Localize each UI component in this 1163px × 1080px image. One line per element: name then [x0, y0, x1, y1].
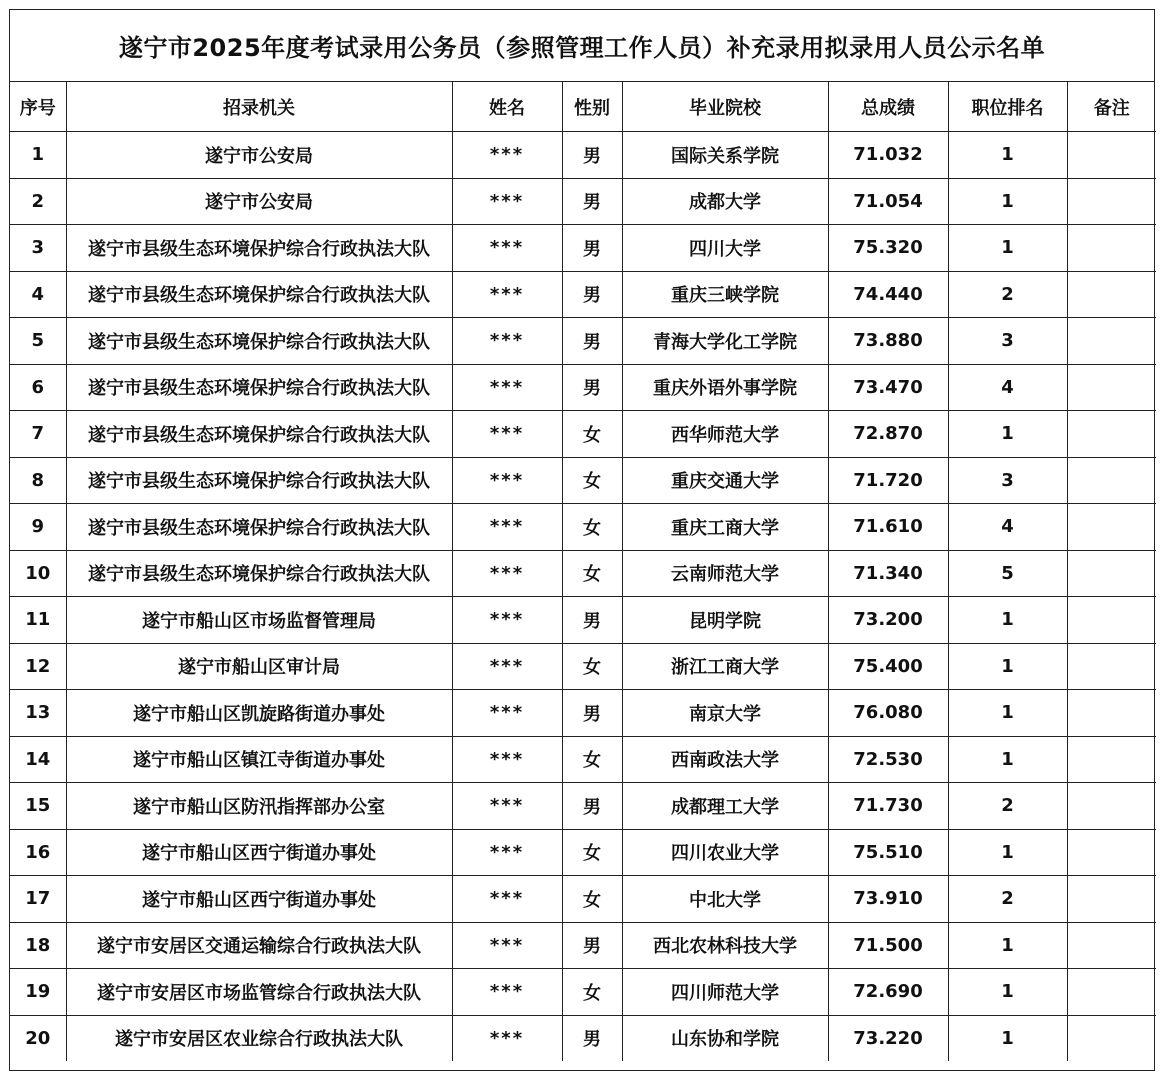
- cell-name: ***: [452, 411, 562, 458]
- cell-agency: 遂宁市县级生态环境保护综合行政执法大队: [66, 225, 452, 272]
- table-row: [10, 550, 1156, 597]
- cell-note: [1067, 318, 1156, 365]
- cell-rank: 1: [948, 597, 1067, 644]
- cell-gender: 男: [562, 690, 622, 737]
- cell-school: 重庆三峡学院: [622, 271, 828, 318]
- cell-score: 75.510: [828, 829, 948, 876]
- cell-school: 西华师范大学: [622, 411, 828, 458]
- col-header-school: 毕业院校: [622, 82, 828, 132]
- cell-note: [1067, 1015, 1156, 1061]
- cell-name: ***: [452, 829, 562, 876]
- cell-rank: 2: [948, 783, 1067, 830]
- cell-name: ***: [452, 876, 562, 923]
- cell-school: 重庆工商大学: [622, 504, 828, 551]
- cell-agency: 遂宁市安居区市场监管综合行政执法大队: [66, 969, 452, 1016]
- cell-rank: 1: [948, 132, 1067, 179]
- cell-name: ***: [452, 690, 562, 737]
- table-row: [10, 457, 1156, 504]
- cell-agency: 遂宁市县级生态环境保护综合行政执法大队: [66, 457, 452, 504]
- cell-note: [1067, 457, 1156, 504]
- cell-rank: 3: [948, 318, 1067, 365]
- cell-gender: 女: [562, 969, 622, 1016]
- table-row: [10, 364, 1156, 411]
- page-title: 遂宁市2025年度考试录用公务员（参照管理工作人员）补充录用拟录用人员公示名单: [118, 34, 1046, 62]
- cell-score: 71.340: [828, 550, 948, 597]
- cell-name: ***: [452, 922, 562, 969]
- table-row: [10, 1015, 1156, 1061]
- cell-agency: 遂宁市县级生态环境保护综合行政执法大队: [66, 411, 452, 458]
- cell-gender: 男: [562, 132, 622, 179]
- cell-rank: 4: [948, 504, 1067, 551]
- cell-index: 16: [10, 829, 66, 876]
- cell-school: 重庆交通大学: [622, 457, 828, 504]
- table-row: [10, 643, 1156, 690]
- cell-score: 71.610: [828, 504, 948, 551]
- cell-gender: 女: [562, 550, 622, 597]
- cell-gender: 男: [562, 783, 622, 830]
- cell-school: 重庆外语外事学院: [622, 364, 828, 411]
- cell-score: 71.032: [828, 132, 948, 179]
- cell-rank: 1: [948, 690, 1067, 737]
- table-row: [10, 597, 1156, 644]
- cell-gender: 女: [562, 504, 622, 551]
- cell-note: [1067, 132, 1156, 179]
- cell-school: 成都大学: [622, 178, 828, 225]
- cell-school: 成都理工大学: [622, 783, 828, 830]
- cell-gender: 女: [562, 736, 622, 783]
- col-header-gender: 性别: [562, 82, 622, 132]
- cell-agency: 遂宁市县级生态环境保护综合行政执法大队: [66, 271, 452, 318]
- cell-gender: 男: [562, 364, 622, 411]
- cell-note: [1067, 597, 1156, 644]
- cell-rank: 1: [948, 969, 1067, 1016]
- cell-index: 15: [10, 783, 66, 830]
- cell-agency: 遂宁市船山区西宁街道办事处: [66, 876, 452, 923]
- table-row: [10, 178, 1156, 225]
- cell-index: 3: [10, 225, 66, 272]
- cell-school: 中北大学: [622, 876, 828, 923]
- cell-index: 8: [10, 457, 66, 504]
- cell-note: [1067, 876, 1156, 923]
- cell-index: 2: [10, 178, 66, 225]
- cell-index: 17: [10, 876, 66, 923]
- cell-index: 6: [10, 364, 66, 411]
- cell-agency: 遂宁市船山区凯旋路街道办事处: [66, 690, 452, 737]
- cell-score: 73.200: [828, 597, 948, 644]
- cell-name: ***: [452, 504, 562, 551]
- cell-gender: 男: [562, 922, 622, 969]
- cell-index: 19: [10, 969, 66, 1016]
- cell-rank: 2: [948, 876, 1067, 923]
- cell-rank: 1: [948, 1015, 1067, 1061]
- cell-score: 72.870: [828, 411, 948, 458]
- cell-name: ***: [452, 736, 562, 783]
- cell-agency: 遂宁市船山区镇江寺街道办事处: [66, 736, 452, 783]
- cell-index: 10: [10, 550, 66, 597]
- cell-name: ***: [452, 132, 562, 179]
- cell-school: 国际关系学院: [622, 132, 828, 179]
- cell-note: [1067, 271, 1156, 318]
- cell-school: 四川师范大学: [622, 969, 828, 1016]
- cell-gender: 男: [562, 178, 622, 225]
- cell-agency: 遂宁市安居区农业综合行政执法大队: [66, 1015, 452, 1061]
- col-header-note: 备注: [1067, 82, 1156, 132]
- col-header-name: 姓名: [452, 82, 562, 132]
- cell-rank: 1: [948, 411, 1067, 458]
- cell-index: 11: [10, 597, 66, 644]
- cell-note: [1067, 225, 1156, 272]
- cell-school: 云南师范大学: [622, 550, 828, 597]
- cell-note: [1067, 364, 1156, 411]
- cell-name: ***: [452, 364, 562, 411]
- cell-rank: 1: [948, 736, 1067, 783]
- table-row: [10, 504, 1156, 551]
- cell-name: ***: [452, 225, 562, 272]
- cell-gender: 男: [562, 1015, 622, 1061]
- cell-gender: 女: [562, 876, 622, 923]
- cell-school: 四川农业大学: [622, 829, 828, 876]
- cell-name: ***: [452, 457, 562, 504]
- cell-gender: 女: [562, 411, 622, 458]
- cell-index: 7: [10, 411, 66, 458]
- cell-score: 76.080: [828, 690, 948, 737]
- table-row: [10, 411, 1156, 458]
- cell-agency: 遂宁市船山区西宁街道办事处: [66, 829, 452, 876]
- cell-name: ***: [452, 597, 562, 644]
- table-row: [10, 318, 1156, 365]
- table-row: [10, 783, 1156, 830]
- cell-agency: 遂宁市安居区交通运输综合行政执法大队: [66, 922, 452, 969]
- roster-body: [10, 132, 1156, 1062]
- cell-school: 浙江工商大学: [622, 643, 828, 690]
- cell-note: [1067, 969, 1156, 1016]
- table-row: [10, 132, 1156, 179]
- cell-note: [1067, 411, 1156, 458]
- cell-note: [1067, 829, 1156, 876]
- cell-score: 72.530: [828, 736, 948, 783]
- table-row: [10, 969, 1156, 1016]
- cell-school: 青海大学化工学院: [622, 318, 828, 365]
- cell-agency: 遂宁市船山区防汛指挥部办公室: [66, 783, 452, 830]
- cell-note: [1067, 504, 1156, 551]
- cell-rank: 5: [948, 550, 1067, 597]
- cell-agency: 遂宁市船山区审计局: [66, 643, 452, 690]
- cell-rank: 4: [948, 364, 1067, 411]
- cell-index: 13: [10, 690, 66, 737]
- cell-index: 1: [10, 132, 66, 179]
- cell-note: [1067, 690, 1156, 737]
- cell-note: [1067, 178, 1156, 225]
- col-header-index: 序号: [10, 82, 66, 132]
- cell-note: [1067, 922, 1156, 969]
- cell-score: 71.730: [828, 783, 948, 830]
- cell-name: ***: [452, 643, 562, 690]
- cell-score: 73.880: [828, 318, 948, 365]
- table-row: [10, 225, 1156, 272]
- cell-name: ***: [452, 271, 562, 318]
- col-header-rank: 职位排名: [948, 82, 1067, 132]
- table-row: [10, 736, 1156, 783]
- cell-gender: 女: [562, 457, 622, 504]
- cell-index: 20: [10, 1015, 66, 1061]
- cell-gender: 男: [562, 597, 622, 644]
- cell-name: ***: [452, 318, 562, 365]
- cell-name: ***: [452, 969, 562, 1016]
- table-row: [10, 271, 1156, 318]
- cell-school: 昆明学院: [622, 597, 828, 644]
- cell-score: 74.440: [828, 271, 948, 318]
- cell-index: 4: [10, 271, 66, 318]
- cell-agency: 遂宁市公安局: [66, 178, 452, 225]
- cell-name: ***: [452, 783, 562, 830]
- cell-score: 71.500: [828, 922, 948, 969]
- cell-gender: 男: [562, 225, 622, 272]
- cell-school: 山东协和学院: [622, 1015, 828, 1061]
- cell-school: 西南政法大学: [622, 736, 828, 783]
- cell-score: 71.720: [828, 457, 948, 504]
- cell-note: [1067, 783, 1156, 830]
- cell-name: ***: [452, 1015, 562, 1061]
- cell-index: 9: [10, 504, 66, 551]
- cell-school: 西北农林科技大学: [622, 922, 828, 969]
- cell-gender: 男: [562, 318, 622, 365]
- roster-table: [10, 82, 1156, 1061]
- cell-agency: 遂宁市县级生态环境保护综合行政执法大队: [66, 364, 452, 411]
- cell-score: 72.690: [828, 969, 948, 1016]
- cell-score: 71.054: [828, 178, 948, 225]
- cell-rank: 1: [948, 643, 1067, 690]
- table-row: [10, 922, 1156, 969]
- cell-index: 14: [10, 736, 66, 783]
- table-row: [10, 829, 1156, 876]
- col-header-score: 总成绩: [828, 82, 948, 132]
- cell-agency: 遂宁市公安局: [66, 132, 452, 179]
- cell-rank: 1: [948, 225, 1067, 272]
- cell-score: 73.220: [828, 1015, 948, 1061]
- cell-rank: 1: [948, 829, 1067, 876]
- cell-score: 73.910: [828, 876, 948, 923]
- cell-gender: 女: [562, 829, 622, 876]
- cell-rank: 3: [948, 457, 1067, 504]
- cell-note: [1067, 736, 1156, 783]
- cell-name: ***: [452, 178, 562, 225]
- cell-score: 75.320: [828, 225, 948, 272]
- cell-agency: 遂宁市县级生态环境保护综合行政执法大队: [66, 550, 452, 597]
- cell-gender: 男: [562, 271, 622, 318]
- title-row: [10, 10, 1154, 82]
- cell-gender: 女: [562, 643, 622, 690]
- cell-index: 18: [10, 922, 66, 969]
- cell-rank: 1: [948, 178, 1067, 225]
- cell-rank: 2: [948, 271, 1067, 318]
- cell-agency: 遂宁市县级生态环境保护综合行政执法大队: [66, 318, 452, 365]
- cell-name: ***: [452, 550, 562, 597]
- header-row: [10, 82, 1156, 132]
- cell-note: [1067, 550, 1156, 597]
- col-header-agency: 招录机关: [66, 82, 452, 132]
- cell-note: [1067, 643, 1156, 690]
- cell-score: 73.470: [828, 364, 948, 411]
- roster-sheet: [9, 9, 1155, 1071]
- cell-score: 75.400: [828, 643, 948, 690]
- cell-index: 5: [10, 318, 66, 365]
- cell-rank: 1: [948, 922, 1067, 969]
- cell-index: 12: [10, 643, 66, 690]
- cell-agency: 遂宁市县级生态环境保护综合行政执法大队: [66, 504, 452, 551]
- cell-agency: 遂宁市船山区市场监督管理局: [66, 597, 452, 644]
- cell-school: 四川大学: [622, 225, 828, 272]
- table-row: [10, 876, 1156, 923]
- table-row: [10, 690, 1156, 737]
- cell-school: 南京大学: [622, 690, 828, 737]
